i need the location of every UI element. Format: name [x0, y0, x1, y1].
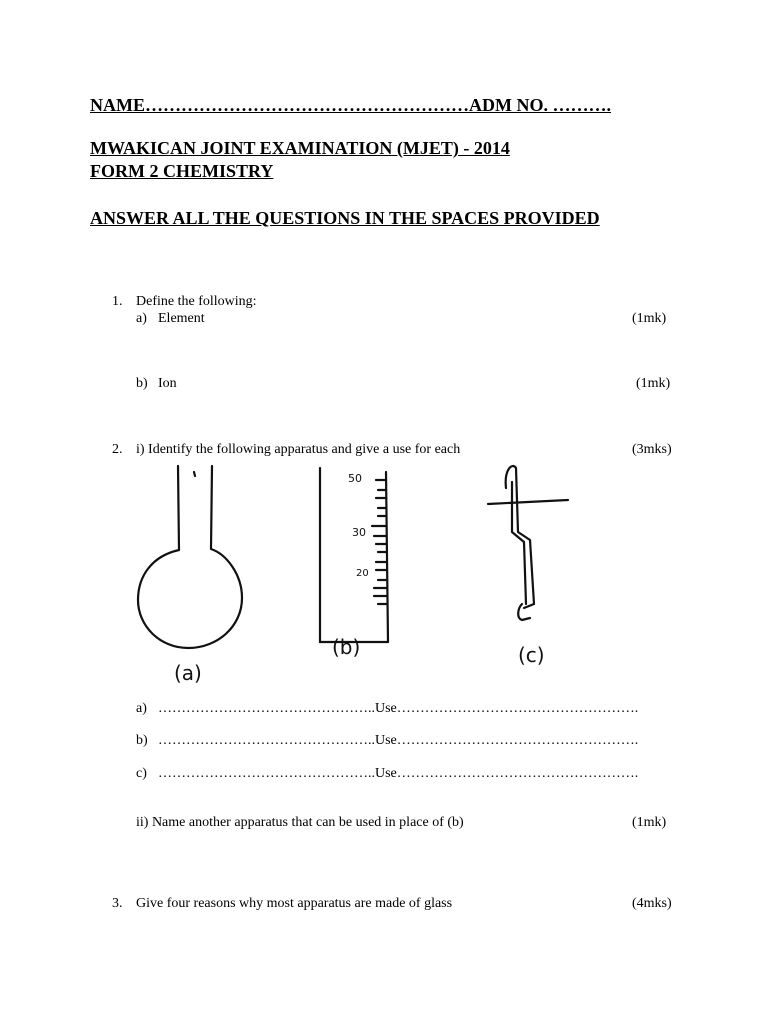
q1-number: 1.	[112, 294, 123, 309]
q3-number: 3.	[112, 896, 123, 911]
measuring-cylinder-drawing	[320, 468, 388, 642]
q1b-marks: (1mk)	[636, 376, 671, 391]
answer-a-line[interactable]: ………………………………………..Use…………………………………………….	[158, 701, 639, 716]
subject-title: FORM 2 CHEMISTRY	[90, 161, 274, 181]
answer-b-label: b)	[136, 733, 148, 748]
q1a-label: a)	[136, 311, 147, 326]
apparatus-figure	[134, 458, 570, 686]
figure-label-c: (c)	[518, 643, 545, 667]
q2-number: 2.	[112, 442, 123, 457]
round-bottom-flask-drawing	[138, 466, 242, 648]
cylinder-tick-30: 30	[352, 526, 366, 539]
figure-label-b: (b)	[332, 635, 361, 659]
q2-marks: (3mks)	[632, 442, 672, 457]
exam-title: MWAKICAN JOINT EXAMINATION (MJET) - 2014	[90, 138, 510, 158]
cylinder-tick-20: 20	[356, 568, 369, 579]
answer-b-line[interactable]: ………………………………………..Use…………………………………………….	[158, 733, 639, 748]
q1a-marks: (1mk)	[632, 311, 667, 326]
deflagrating-spoon-drawing	[488, 466, 568, 620]
cylinder-tick-50: 50	[348, 472, 362, 485]
q1b-label: b)	[136, 376, 148, 391]
q3-marks: (4mks)	[632, 896, 672, 911]
answer-c-line[interactable]: ………………………………………..Use…………………………………………….	[158, 766, 639, 781]
q1-text: Define the following:	[136, 294, 257, 309]
q3-text: Give four reasons why most apparatus are made of glass	[136, 896, 453, 911]
q1b-text: Ion	[158, 376, 177, 391]
q2-ii-text: ii) Name another apparatus that can be used in place of (b)	[136, 815, 464, 830]
q2-text: i) Identify the following apparatus and give a use for each	[136, 442, 461, 457]
answer-a-label: a)	[136, 701, 147, 716]
q1a-text: Element	[158, 311, 205, 326]
q2-ii-marks: (1mk)	[632, 815, 667, 830]
name-adm-line: NAME………………………………………………ADM NO. ……….	[90, 95, 611, 115]
figure-label-a: (a)	[174, 661, 202, 685]
instruction: ANSWER ALL THE QUESTIONS IN THE SPACES PROVIDED	[90, 208, 600, 228]
answer-c-label: c)	[136, 766, 147, 781]
